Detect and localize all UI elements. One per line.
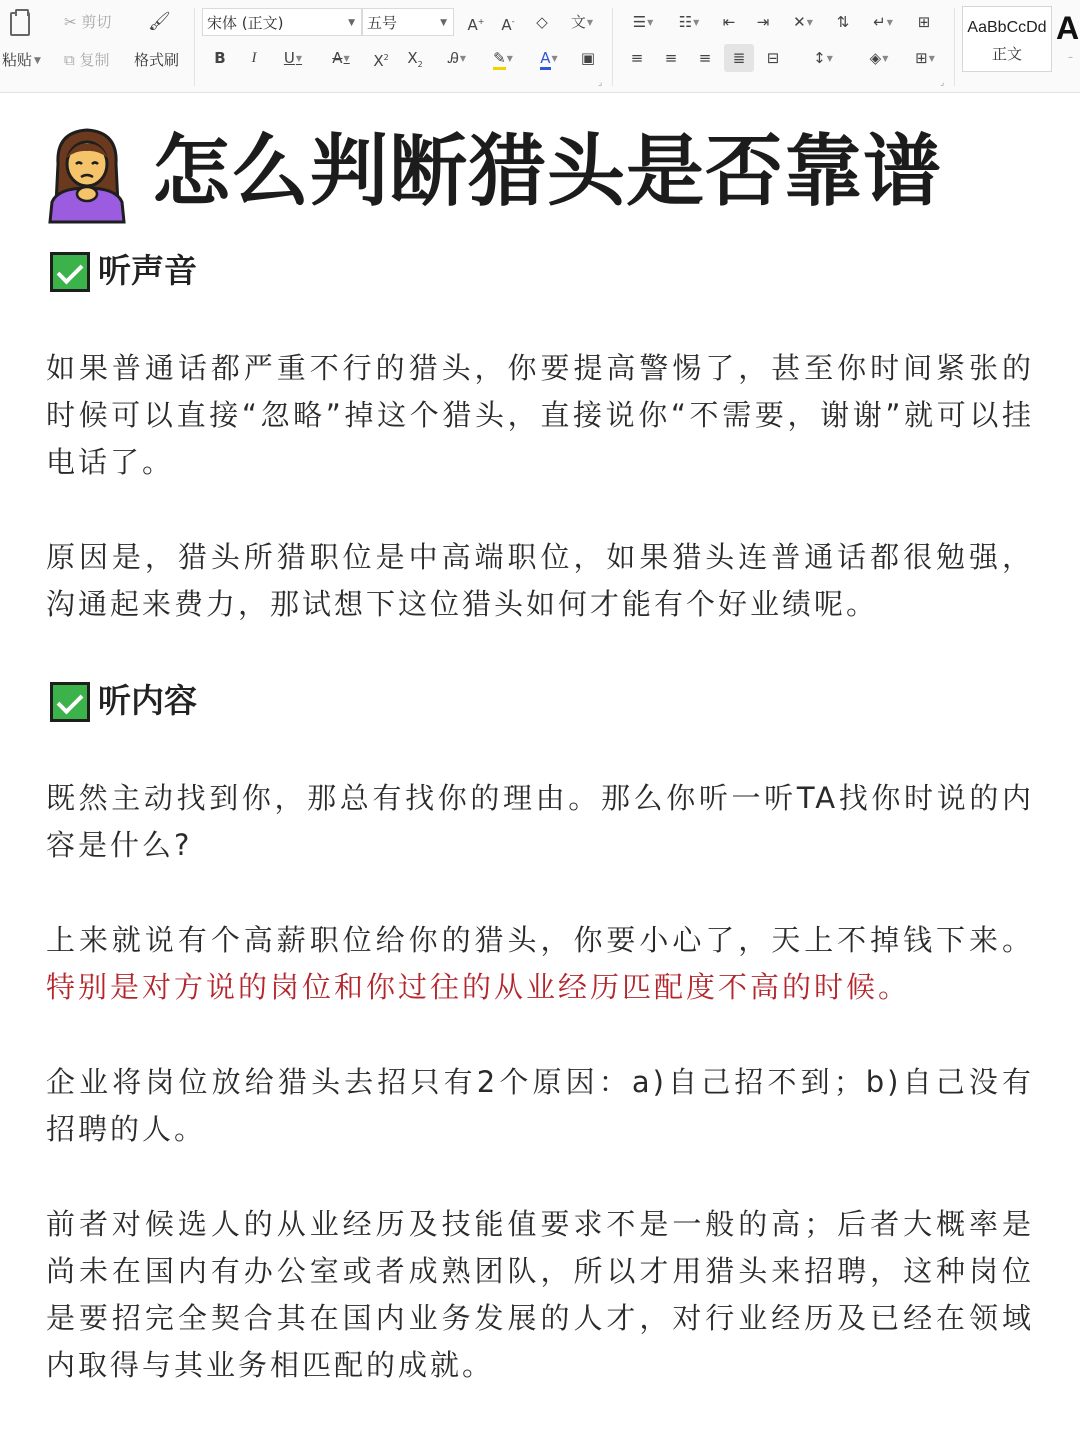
decrease-indent-icon[interactable]: ⇤ bbox=[722, 13, 736, 31]
shading-icon[interactable]: ◈▼ bbox=[869, 49, 889, 67]
check-mark-icon bbox=[50, 682, 90, 722]
format-painter-button[interactable]: 格式刷 bbox=[134, 51, 180, 69]
copy-button[interactable]: ⧉ 复制 bbox=[64, 51, 110, 69]
paragraph: 企业将岗位放给猎头去招只有2个原因：a)自己招不到；b)自己没有招聘的人。 bbox=[46, 1065, 1034, 1146]
scissors-icon: ✂ bbox=[64, 13, 77, 31]
grow-font-icon[interactable]: A+ bbox=[467, 16, 485, 34]
paragraph: 如果普通话都严重不行的猎头，你要提高警惕了，甚至你时间紧张的时候可以直接“忽略”掉这个猎头，直接说你“不需要，谢谢”就可以挂电话了。 bbox=[46, 351, 1034, 479]
character-border-icon[interactable]: ▣ bbox=[580, 49, 596, 67]
clear-format-icon[interactable]: ◇ bbox=[536, 13, 548, 31]
section-heading-text: 听声音 bbox=[98, 251, 197, 290]
shrink-font-icon[interactable]: A- bbox=[501, 16, 515, 34]
cut-button[interactable]: ✂ 剪切 bbox=[64, 13, 112, 31]
borders-icon[interactable]: ⊞▼ bbox=[915, 49, 935, 67]
paragraph: 原因是，猎头所猎职位是中高端职位，如果猎头连普通话都很勉强，沟通起来费力，那试想下这位猎头如何才能有个好业绩呢。 bbox=[46, 540, 1034, 621]
ribbon-toolbar bbox=[0, 0, 1080, 93]
paste-button[interactable]: 粘贴 ▼ bbox=[2, 51, 41, 69]
toolbar-divider bbox=[194, 8, 195, 86]
highlight-icon[interactable]: ✎▼ bbox=[486, 48, 520, 69]
section-heading-text: 听内容 bbox=[98, 681, 197, 720]
paragraph-text: 上来就说有个高薪职位给你的猎头，你要小心了，天上不掉钱下来。 bbox=[46, 923, 1034, 957]
style-next-preview[interactable]: A bbox=[1056, 10, 1080, 46]
line-spacing-icon[interactable]: ↕▼ bbox=[813, 49, 833, 67]
toolbar-divider bbox=[612, 8, 613, 86]
style-name: 正文 bbox=[991, 45, 1022, 63]
highlighted-text: 特别是对方说的岗位和你过往的从业经历匹配度不高的时候。 bbox=[46, 970, 911, 1004]
text-effect-icon[interactable]: Ꭿ▼ bbox=[447, 49, 466, 67]
bullet-list-icon[interactable]: ☰▼ bbox=[632, 13, 654, 31]
show-marks-icon[interactable]: ↵▼ bbox=[873, 13, 893, 31]
table-tabs-icon[interactable]: ⊞ bbox=[917, 13, 931, 31]
page-title: 怎么判断猎头是否靠谱 bbox=[152, 127, 943, 217]
numbered-list-icon[interactable]: ☷▼ bbox=[678, 13, 700, 31]
italic-button[interactable]: I bbox=[251, 50, 257, 66]
check-mark-icon bbox=[50, 252, 90, 292]
underline-button[interactable]: U▼ bbox=[283, 49, 303, 67]
align-right-icon[interactable]: ≡ bbox=[698, 49, 712, 67]
superscript-icon[interactable]: $X^2$ bbox=[373, 52, 389, 70]
woman-tipping-hand-icon bbox=[46, 124, 128, 224]
font-name-select[interactable]: 宋体 (正文) ▼ bbox=[202, 8, 362, 36]
phonetic-guide-icon[interactable]: 文▼ bbox=[570, 13, 594, 31]
justify-icon[interactable]: ≣ bbox=[724, 44, 754, 72]
paragraph: 前者对候选人的从业经历及技能值要求不是一般的高；后者大概率是尚未在国内有办公室或者成熟团队，所以才用猎头来招聘，这种岗位是要招完全契合其在国内业务发展的人才，对行业经历及已经在领域内取得与其业务相匹配的成就。 bbox=[46, 1207, 1034, 1382]
sort-icon[interactable]: ⇅ bbox=[836, 13, 850, 31]
align-left-icon[interactable]: ≡ bbox=[630, 49, 644, 67]
toolbar-divider bbox=[954, 8, 955, 86]
bold-button[interactable]: B bbox=[214, 49, 226, 67]
style-sample: AaBbCcDd bbox=[967, 19, 1047, 36]
paragraph-dialog-launcher-icon[interactable]: ⌟ bbox=[940, 78, 945, 88]
format-painter-icon[interactable]: 🖌 bbox=[148, 11, 171, 32]
style-next-label: – bbox=[1068, 52, 1073, 63]
strikethrough-icon[interactable]: A▼ bbox=[332, 49, 350, 67]
style-normal[interactable] bbox=[962, 6, 1052, 72]
font-dialog-launcher-icon[interactable]: ⌟ bbox=[598, 78, 603, 88]
distributed-align-icon[interactable]: ⊟ bbox=[766, 49, 780, 67]
paragraph: 既然主动找到你，那总有找你的理由。那么你听一听TA找你时说的内容是什么? bbox=[46, 781, 1034, 862]
paragraph bbox=[46, 917, 1034, 1011]
align-center-icon[interactable]: ≡ bbox=[664, 49, 678, 67]
font-size-select[interactable]: 五号 ▼ bbox=[362, 8, 454, 36]
chinese-layout-icon[interactable]: ✕▼ bbox=[793, 13, 813, 31]
subscript-icon[interactable]: $X_2$ bbox=[407, 49, 423, 69]
font-color-icon[interactable]: A▼ bbox=[532, 48, 566, 69]
paste-icon[interactable] bbox=[10, 12, 30, 36]
copy-icon: ⧉ bbox=[64, 51, 75, 69]
increase-indent-icon[interactable]: ⇥ bbox=[756, 13, 770, 31]
